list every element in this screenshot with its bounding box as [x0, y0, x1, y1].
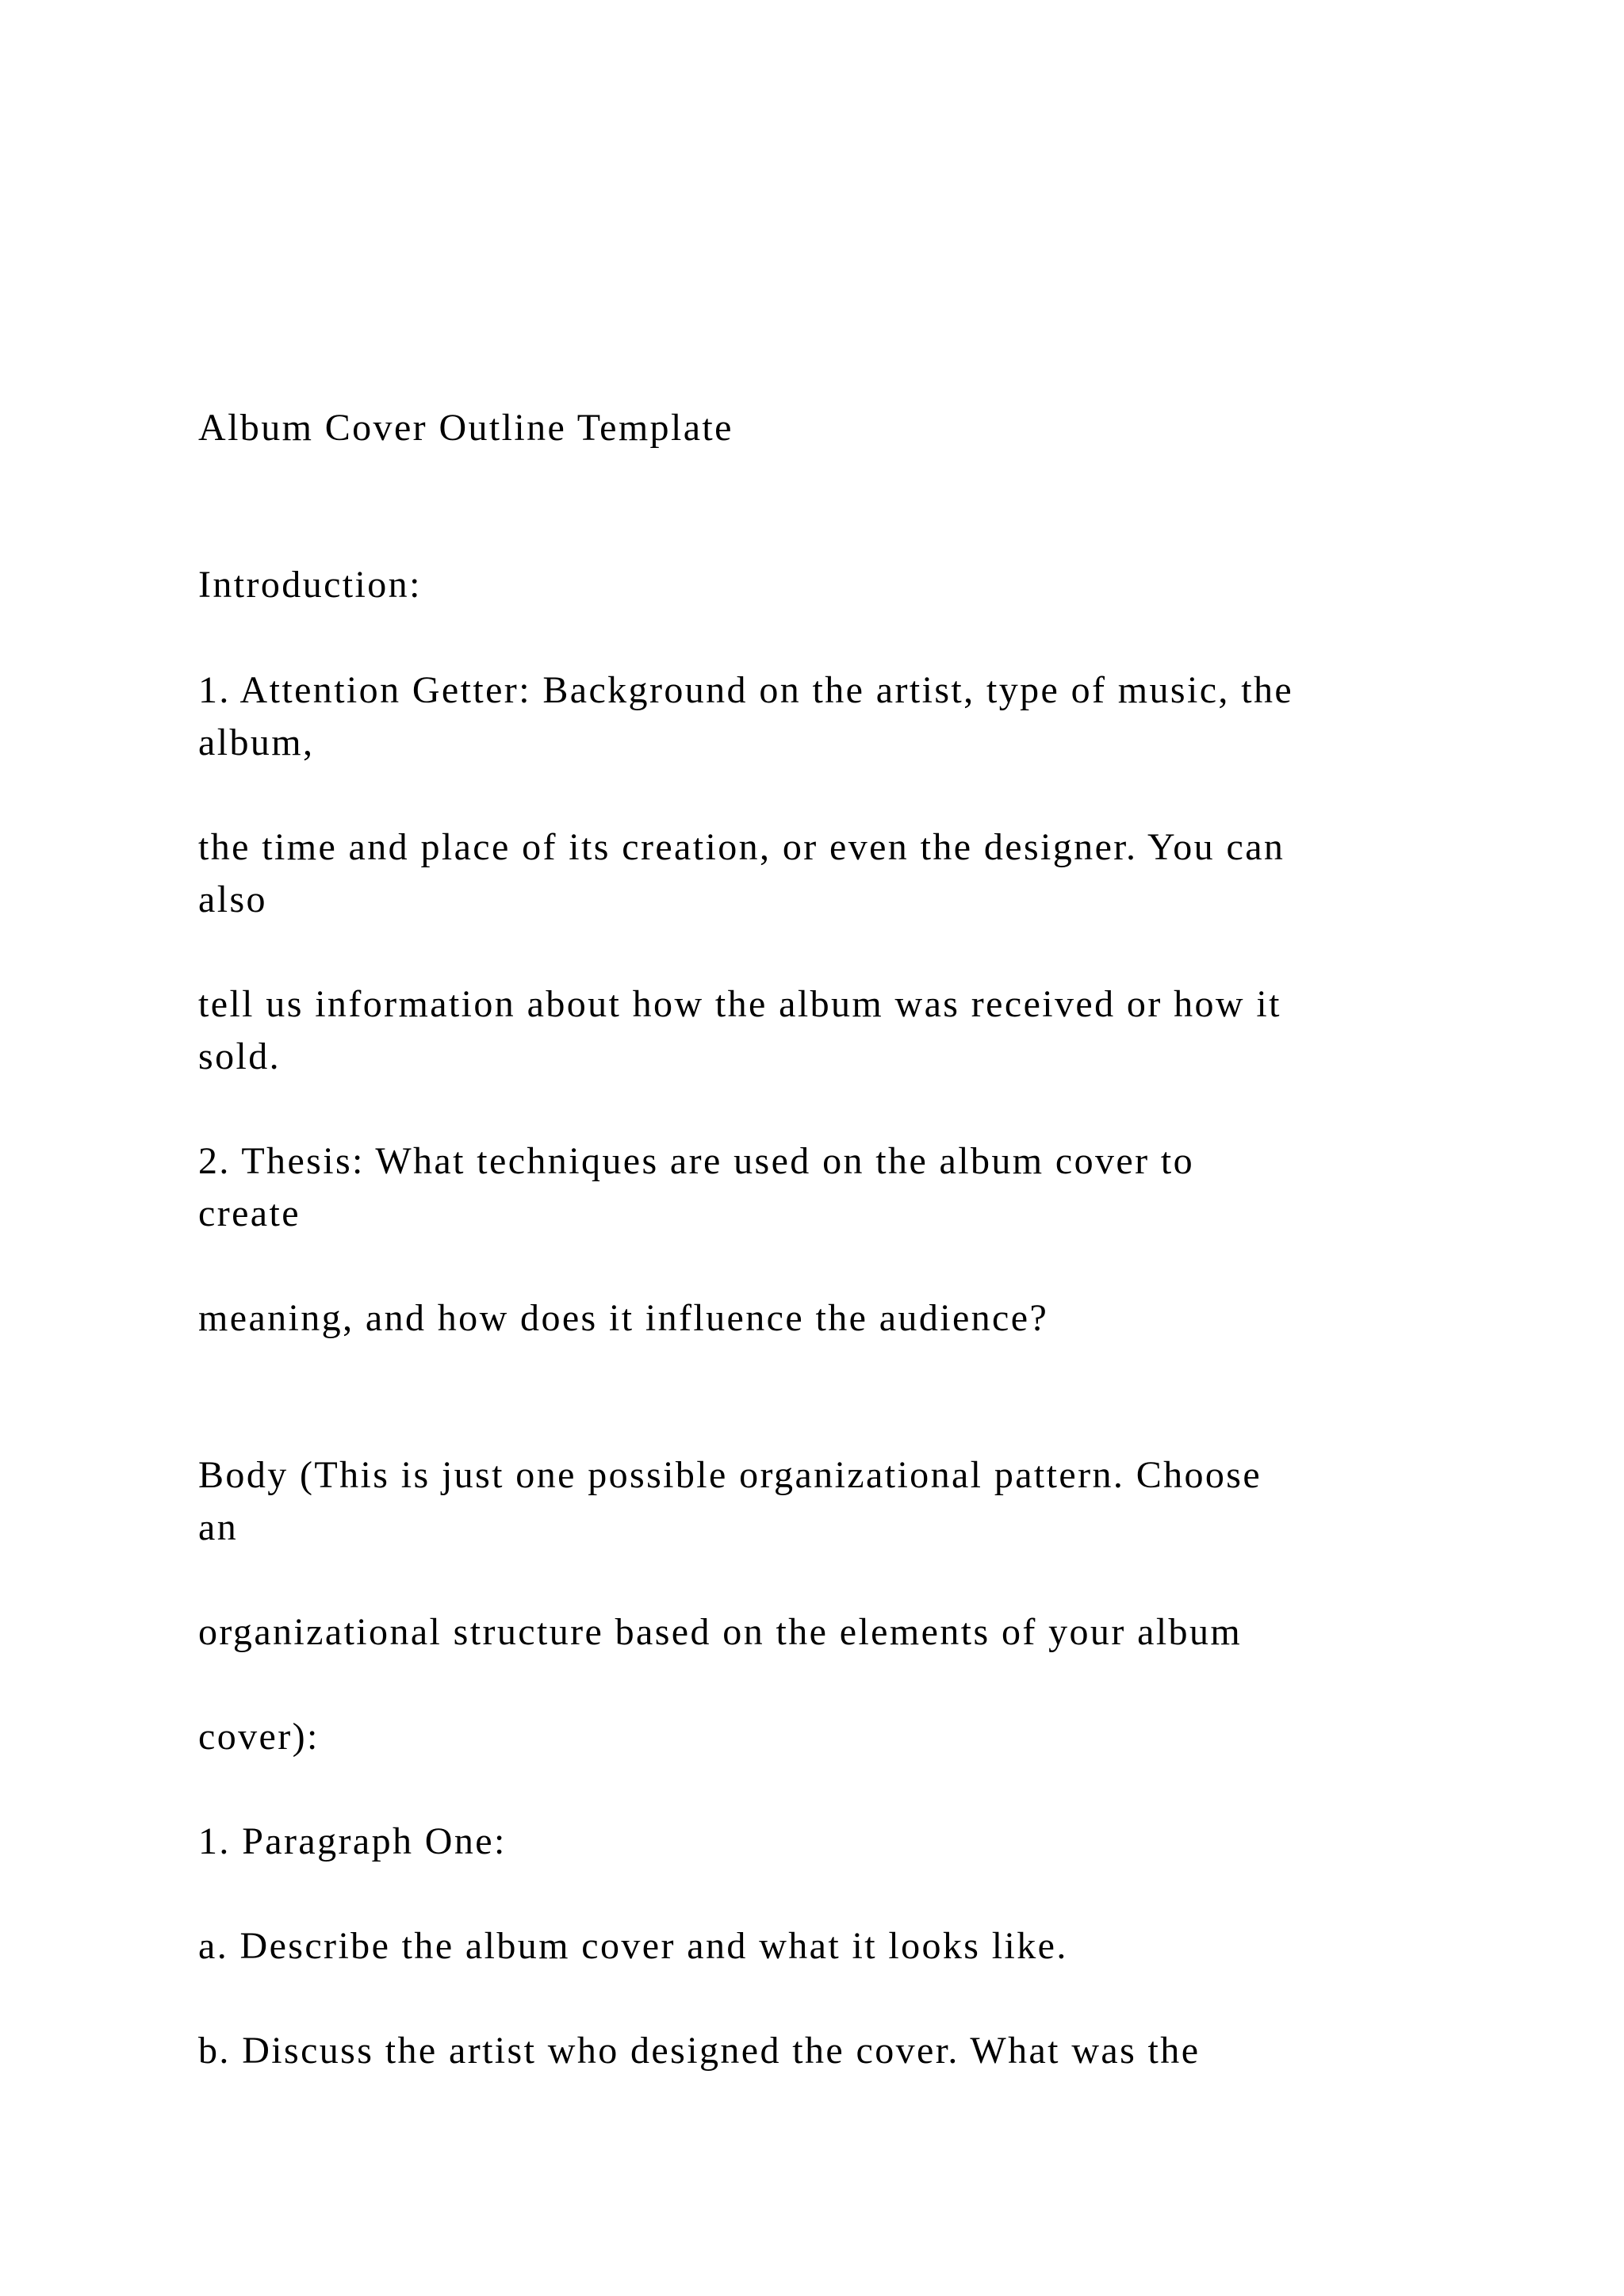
body-heading-line-1: Body (This is just one possible organizational pattern. Choose [198, 1454, 1262, 1496]
paragraph-one-item-b: b. Discuss the artist who designed the cover. What was the [198, 2030, 1201, 2072]
body-heading-line-2: an [198, 1506, 239, 1548]
attention-getter-line-1: 1. Attention Getter: Background on the artist, type of music, the [198, 669, 1294, 711]
attention-getter-line-2: album, [198, 721, 315, 763]
document-title: Album Cover Outline Template [198, 407, 733, 449]
thesis-line-2: create [198, 1192, 301, 1234]
thesis-line-1: 2. Thesis: What techniques are used on the album cover to [198, 1140, 1195, 1182]
body-heading-line-4: cover): [198, 1716, 320, 1758]
paragraph-one-item-a: a. Describe the album cover and what it looks like. [198, 1925, 1068, 1967]
thesis-line-3: meaning, and how does it influence the audience? [198, 1297, 1049, 1339]
paragraph-one-heading: 1. Paragraph One: [198, 1820, 507, 1862]
attention-getter-line-4: also [198, 878, 267, 920]
introduction-heading: Introduction: [198, 564, 422, 606]
attention-getter-line-6: sold. [198, 1035, 282, 1077]
body-heading-line-3: organizational structure based on the elements of your album [198, 1611, 1243, 1653]
attention-getter-line-5: tell us information about how the album was received or how it [198, 983, 1281, 1025]
attention-getter-line-3: the time and place of its creation, or even the designer. You can [198, 826, 1285, 868]
